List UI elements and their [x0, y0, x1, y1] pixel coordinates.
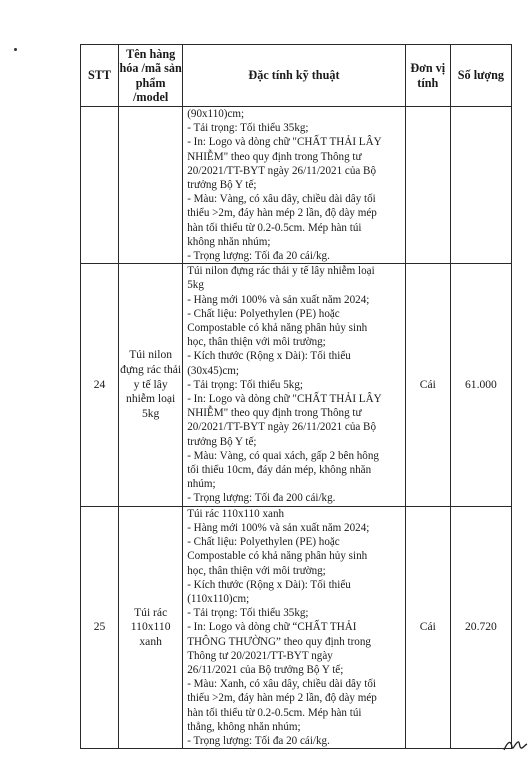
- spec-line: (30x45)cm;: [187, 364, 239, 377]
- spec-line: học, thân thiện với môi trường;: [187, 564, 326, 577]
- row-stt: 25: [81, 506, 119, 748]
- spec-line: 20/2021/TT-BYT ngày 26/11/2021 của Bộ: [187, 164, 377, 177]
- header-spec: Đặc tính kỹ thuật: [183, 45, 406, 107]
- spec-line: - In: Logo và dòng chữ "CHẤT THẢI LÂY: [187, 393, 382, 406]
- punch-mark: [14, 48, 17, 51]
- spec-line: - Kích thước (Rộng x Dài): Tối thiểu: [187, 578, 351, 591]
- spec-line: (110x110)cm;: [187, 592, 250, 605]
- spec-lines: [183, 507, 405, 748]
- spec-line: thẳng, không nhăn nhúm;: [187, 720, 301, 733]
- row-spec: [183, 107, 406, 264]
- spec-line: Túi nilon đựng rác thải y tế lây nhiễm loại: [187, 265, 375, 278]
- row-stt: 24: [81, 264, 119, 506]
- spec-line: - Chất liệu: Polyethylen (PE) hoặc: [187, 307, 340, 320]
- spec-line: 20/2021/TT-BYT ngày 26/11/2021 của Bộ: [187, 421, 377, 434]
- row-name: [119, 107, 183, 264]
- table-header-row: [81, 45, 512, 107]
- spec-lines: [183, 107, 405, 263]
- spec-line: - Hàng mới 100% và sản xuất năm 2024;: [187, 293, 370, 306]
- row-unit: Cái: [405, 506, 450, 748]
- spec-line: - In: Logo và dòng chữ "CHẤT THẢI LÂY: [187, 136, 382, 149]
- spec-line: Compostable có khả năng phân hủy sinh: [187, 322, 368, 335]
- spec-line: - Trọng lượng: Tối đa 200 cái/kg.: [187, 492, 336, 505]
- row-stt: [81, 107, 119, 264]
- spec-line: - Chất liệu: Polyethylen (PE) hoặc: [187, 536, 340, 549]
- spec-line: không nhăn nhúm;: [187, 235, 271, 248]
- header-name: Tên hàng hóa /mã sản phẩm /model: [119, 45, 183, 107]
- spec-table: [80, 44, 512, 749]
- row-qty: 61.000: [450, 264, 511, 506]
- row-unit: Cái: [405, 264, 450, 506]
- row-name: Túi nilon đựng rác thải y tế lây nhiễm loại 5kg: [119, 264, 183, 506]
- spec-line: - Hàng mới 100% và sản xuất năm 2024;: [187, 521, 370, 534]
- spec-line: THÔNG THƯỜNG” theo quy định trong: [187, 635, 371, 648]
- spec-line: trưởng Bộ Y tế;: [187, 179, 257, 192]
- row-spec: [183, 506, 406, 748]
- spec-line: Thông tư 20/2021/TT-BYT ngày: [187, 649, 333, 662]
- table-row: [81, 506, 512, 748]
- spec-line: thiểu >2m, đáy hàn mép 2 lần, độ dày mép: [187, 207, 377, 220]
- spec-line: - Tải trọng: Tối thiểu 35kg;: [187, 122, 309, 135]
- spec-line: (90x110)cm;: [187, 108, 245, 120]
- spec-line: - Màu: Vàng, có xâu dây, chiều dài dây tối: [187, 193, 376, 206]
- spec-line: - In: Logo và dòng chữ “CHẤT THẢI: [187, 621, 357, 634]
- table-row: [81, 107, 512, 264]
- spec-line: - Màu: Xanh, có xâu dây, chiều dài dây tối: [187, 678, 376, 691]
- spec-line: Túi rác 110x110 xanh: [187, 507, 285, 520]
- spec-lines: [183, 264, 405, 505]
- spec-line: 26/11/2021 của Bộ trưởng Bộ Y tế;: [187, 663, 344, 676]
- header-qty: Số lượng: [450, 45, 511, 107]
- row-name: Túi rác 110x110 xanh: [119, 506, 183, 748]
- header-stt: STT: [81, 45, 119, 107]
- spec-line: hàn tối thiểu từ 0.2-0.5cm. Mép hàn túi: [187, 706, 362, 719]
- spec-line: 5kg: [187, 279, 204, 292]
- spec-line: - Màu: Vàng, có quai xách, gấp 2 bên hông: [187, 449, 379, 462]
- table-row: [81, 264, 512, 506]
- spec-line: Compostable có khả năng phân hủy sinh: [187, 550, 368, 563]
- spec-line: - Tải trọng: Tối thiểu 35kg;: [187, 607, 309, 620]
- spec-line: NHIỄM" theo quy định trong Thông tư: [187, 150, 362, 163]
- row-qty: [450, 107, 511, 264]
- row-spec: [183, 264, 406, 506]
- spec-line: thiểu >2m, đáy hàn mép 2 lần, độ dày mép: [187, 692, 377, 705]
- spec-line: - Trọng lượng: Tối đa 20 cái/kg.: [187, 734, 330, 747]
- signature-mark: [502, 737, 528, 753]
- spec-line: nhúm;: [187, 478, 216, 491]
- spec-line: trưởng Bộ Y tế;: [187, 435, 257, 448]
- header-unit: Đơn vị tính: [405, 45, 450, 107]
- spec-line: học, thân thiện với môi trường;: [187, 336, 326, 349]
- spec-line: hàn tối thiểu từ 0.2-0.5cm. Mép hàn túi: [187, 221, 362, 234]
- spec-line: - Kích thước (Rộng x Dài): Tối thiểu: [187, 350, 351, 363]
- row-qty: 20.720: [450, 506, 511, 748]
- spec-line: NHIỄM" theo quy định trong Thông tư: [187, 407, 362, 420]
- spec-line: tối thiểu 10cm, đáy dán mép, không nhăn: [187, 464, 372, 477]
- spec-line: - Tải trọng: Tối thiểu 5kg;: [187, 378, 303, 391]
- row-unit: [405, 107, 450, 264]
- spec-line: - Trọng lượng: Tối đa 20 cái/kg.: [187, 250, 330, 263]
